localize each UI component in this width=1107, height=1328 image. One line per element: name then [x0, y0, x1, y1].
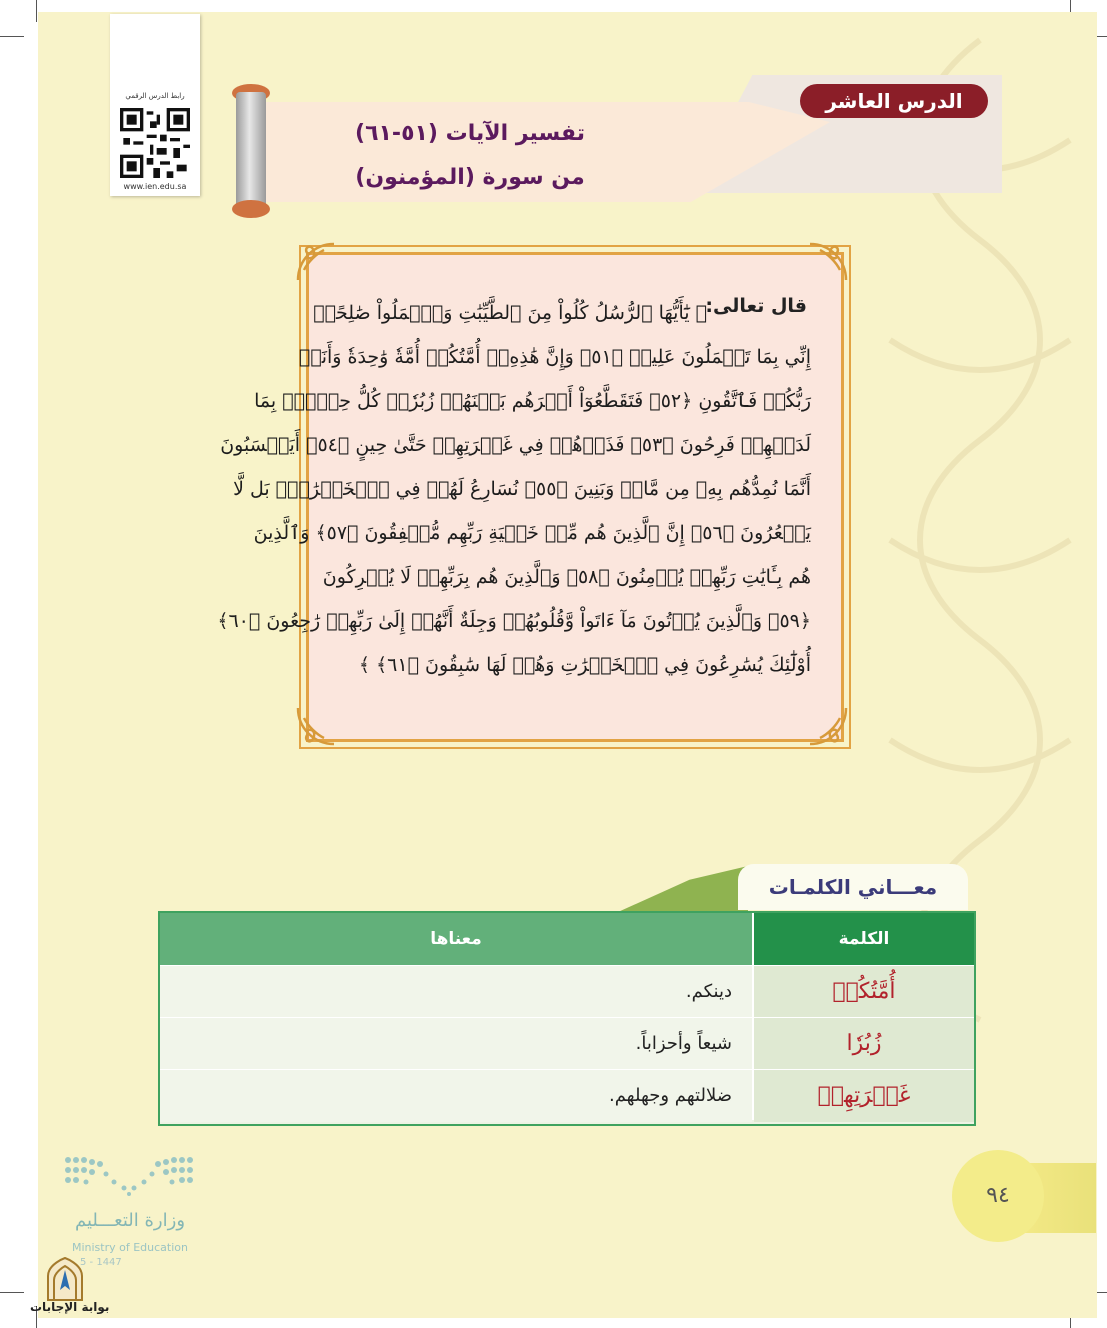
scroll-cap-bottom [232, 200, 270, 218]
verse-line: لَدَيۡهِمۡ فَرِحُونَ ﴿٥٣﴾ فَذَرۡهُمۡ فِي غَمۡرَتِهِمۡ حَتَّىٰ حِينٍ ﴿٥٤﴾ أَيَحۡسَبُونَ [220, 434, 811, 456]
qr-caption: رابط الدرس الرقمي [125, 92, 185, 100]
qr-url[interactable]: www.ien.edu.sa [123, 182, 187, 191]
lesson-badge: الدرس العاشر [800, 84, 988, 118]
verse-line: أَنَّمَا نُمِدُّهُم بِهِۦ مِن مَّالٖ وَبَنِينَ ﴿٥٥﴾ نُسَارِعُ لَهُمۡ فِي ٱلۡخَيۡرَٰتِۚ بَل لَّا [233, 478, 811, 500]
meaning-cell: شيعاً وأحزاباً. [160, 1018, 752, 1070]
verse-line: ﴿٥٩﴾ وَٱلَّذِينَ يُؤۡتُونَ مَآ ءَاتَواْ وَّقُلُوبُهُمۡ وَجِلَةٌ أَنَّهُمۡ إِلَىٰ رَبِّهِمۡ رَٰجِعُونَ ﴿٦٠﴾ [217, 610, 811, 632]
ministry-year: 5 - 1447 [80, 1257, 122, 1268]
qr-code-icon[interactable] [120, 108, 190, 178]
scroll-rod [236, 92, 266, 214]
meanings-table [158, 911, 976, 1126]
crop-mark [0, 1292, 24, 1293]
ministry-name-ar: وزارة التعـــليم [74, 1210, 186, 1231]
floral-corner-icon [806, 704, 850, 748]
table-row [160, 965, 974, 1018]
table-row [160, 1069, 974, 1122]
column-header-word: الكلمة [754, 913, 974, 965]
floral-corner-icon [294, 240, 338, 284]
meaning-cell: دينكم. [160, 966, 752, 1018]
lesson-title-line2: من سورة (المؤمنون) [355, 165, 585, 190]
ministry-logo-icon [62, 1154, 196, 1198]
gate-label[interactable]: بوابة الإجابات [30, 1300, 110, 1314]
crop-mark [36, 0, 37, 22]
floral-corner-icon [806, 240, 850, 284]
verse-line: هُم بِـَٔايَٰتِ رَبِّهِمۡ يُؤۡمِنُونَ ﴿٥٨﴾ وَٱلَّذِينَ هُم بِرَبِّهِمۡ لَا يُشۡرِكُونَ [322, 566, 811, 588]
table-row [160, 1017, 974, 1070]
verse-text [217, 291, 811, 687]
verse-line: يَشۡعُرُونَ ﴿٥٦﴾ إِنَّ ٱلَّذِينَ هُم مِّنۡ خَشۡيَةِ رَبِّهِم مُّشۡفِقُونَ ﴿٥٧﴾ وَٱلَّذِينَ [253, 522, 811, 544]
gate-logo-icon[interactable] [44, 1256, 86, 1302]
column-divider [752, 913, 754, 1120]
word-cell: غَمۡرَتِهِمۡ [754, 1070, 974, 1122]
word-cell: زُبُرٗا [754, 1018, 974, 1070]
verse-intro: قال تعالى: [705, 295, 807, 317]
column-header-meaning: معناها [160, 913, 752, 965]
lesson-title [300, 112, 640, 200]
qr-card[interactable] [110, 14, 200, 196]
meaning-cell: ضلالتهم وجهلهم. [160, 1070, 752, 1122]
page-number: ٩٤ [952, 1150, 1044, 1242]
word-cell: أُمَّتُكُمۡ [754, 966, 974, 1018]
verse-line: إِنِّي بِمَا تَعۡمَلُونَ عَلِيمٞ ﴿٥١﴾ وَإِنَّ هَٰذِهِۦٓ أُمَّتُكُمۡ أُمَّةٗ وَٰحِدَةٗ وَأَنَا۠ [298, 346, 811, 368]
verse-line: رَبُّكُمۡ فَٱتَّقُونِ ﴿٥٢﴾ فَتَقَطَّعُوٓاْ أَمۡرَهُم بَيۡنَهُمۡ زُبُرٗاۖ كُلُّ حِزۡبِۭ بِمَا [254, 390, 811, 412]
lesson-title-line1: تفسير الآيات (٥١-٦١) [355, 121, 585, 146]
floral-corner-icon [294, 704, 338, 748]
meanings-heading: معـــاني الكلمـات [738, 864, 968, 910]
verse-line: أُوْلَٰٓئِكَ يُسَٰرِعُونَ فِي ٱلۡخَيۡرَٰتِ وَهُمۡ لَهَا سَٰبِقُونَ ﴿٦١﴾ ﴾ [358, 654, 811, 676]
verse-frame [217, 252, 844, 742]
crop-mark [0, 36, 24, 37]
verse-line: ﴿ يَٰٓأَيُّهَا ٱلرُّسُلُ كُلُواْ مِنَ ٱلطَّيِّبَٰتِ وَٱعۡمَلُواْ صَٰلِحًاۖ [313, 302, 707, 324]
ministry-name-en: Ministry of Education [71, 1241, 188, 1254]
